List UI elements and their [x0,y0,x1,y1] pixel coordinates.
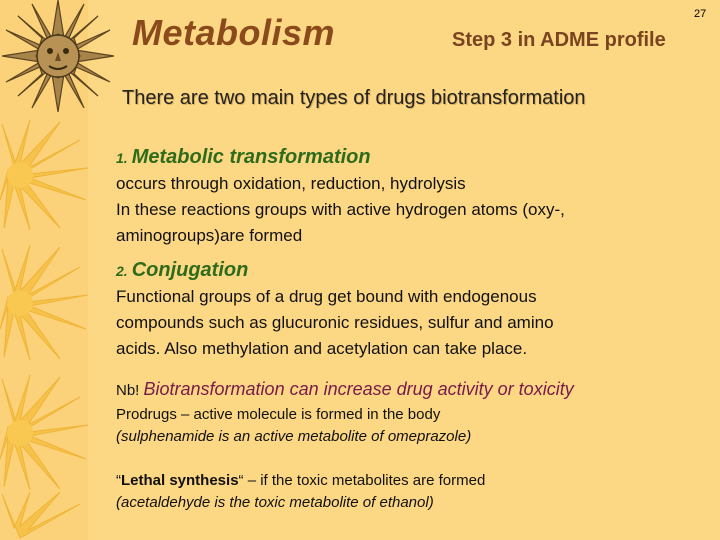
page-number: 27 [694,8,707,20]
prodrugs-line: Prodrugs – active molecule is formed in the body [116,406,441,423]
lethal-quote: “ [116,472,121,489]
section-line: aminogroups)are formed [116,226,303,245]
lethal-title: Lethal synthesis [121,472,239,489]
section-line: acids. Also methylation and acetylation can take place. [116,339,528,358]
prodrugs-example: (sulphenamide is an active metabolite of omeprazole) [116,428,472,445]
section-line: occurs through oxidation, reduction, hydrolysis [116,174,466,193]
note-line [116,376,720,404]
lethal-example: (acetaldehyde is the toxic metabolite of ethanol) [116,494,434,511]
page-title: Metabolism [132,12,336,53]
sun-ornament-icon [0,245,88,360]
sun-logo-icon [2,0,114,112]
intro-text: There are two main types of drugs biotransformation [122,87,586,109]
section-number: 1. [116,150,128,166]
section-line: compounds such as glucuronic residues, sulfur and amino [116,313,554,332]
section-line: Functional groups of a drug get bound with endogenous [116,287,537,306]
slide-content [116,144,720,514]
page-subtitle: Step 3 in ADME profile [452,29,666,51]
sun-ornament-icon [0,492,88,540]
section-number: 2. [116,263,128,279]
sun-ornament-icon [0,375,88,490]
note-accent: Biotransformation can increase drug activity or toxicity [143,379,574,399]
lethal-line [116,470,720,492]
section-heading [116,257,720,284]
section-title: Conjugation [131,259,249,281]
note-prefix: Nb! [116,382,140,399]
sun-ornament-icon [0,120,88,230]
section-line: In these reactions groups with active hydrogen atoms (oxy-, [116,200,565,219]
section-heading [116,144,720,171]
lethal-rest: “ – if the toxic metabolites are formed [238,472,486,489]
section-title: Metabolic transformation [131,146,371,168]
